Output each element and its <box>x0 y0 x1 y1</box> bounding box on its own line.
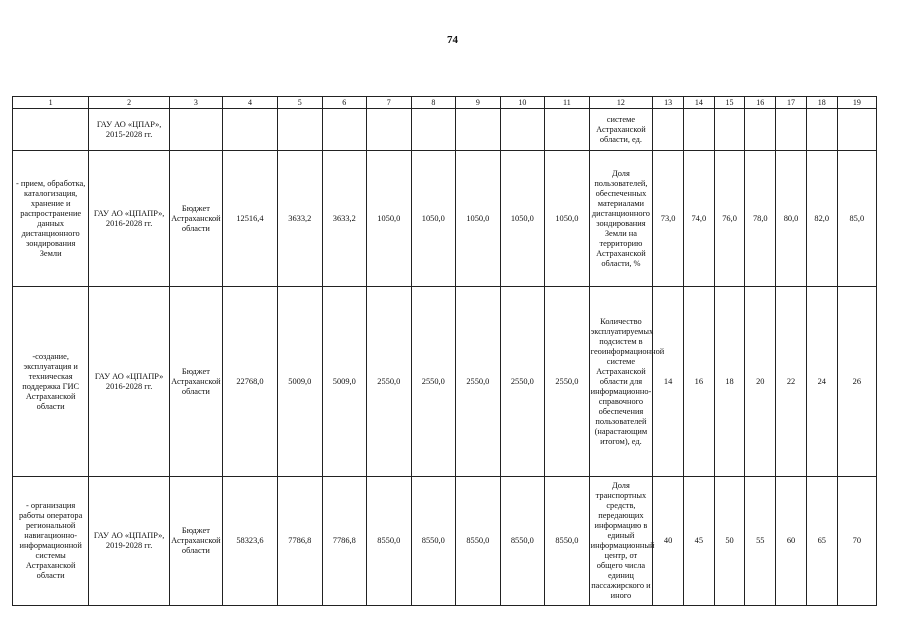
target-cell: 22 <box>776 287 807 477</box>
indicator-cell: Количество эксплуатируемых подсистем в геоинформационной системе Астраханской области для информационно-справочного обеспечения пользователей (нарастающим итогом), ед. <box>589 287 653 477</box>
table-row <box>13 109 877 151</box>
amount-cell <box>500 109 545 151</box>
indicator-cell: системе Астраханской области, ед. <box>589 109 653 151</box>
target-cell <box>837 109 876 151</box>
amount-cell: 8550,0 <box>411 477 456 606</box>
funding-source-cell: Бюджет Астраханской области <box>169 151 222 287</box>
column-number: 9 <box>456 97 501 109</box>
target-cell: 78,0 <box>745 151 776 287</box>
amount-cell: 3633,2 <box>322 151 367 287</box>
target-cell <box>653 109 684 151</box>
amount-cell: 22768,0 <box>222 287 277 477</box>
amount-cell <box>367 109 412 151</box>
column-number-row <box>13 97 877 109</box>
target-cell: 85,0 <box>837 151 876 287</box>
amount-cell: 2550,0 <box>367 287 412 477</box>
indicator-cell: Доля пользователей, обеспеченных материалами дистанционного зондирования Земли на территорию Астраханской области, % <box>589 151 653 287</box>
target-cell: 20 <box>745 287 776 477</box>
executor-cell: ГАУ АО «ЦПАР», 2015-2028 гг. <box>89 109 170 151</box>
amount-cell: 5009,0 <box>322 287 367 477</box>
target-cell: 76,0 <box>714 151 745 287</box>
amount-cell: 8550,0 <box>545 477 590 606</box>
target-cell: 82,0 <box>806 151 837 287</box>
column-number: 18 <box>806 97 837 109</box>
indicator-cell: Доля транспортных средств, передающих информацию в единый информационный центр, от общего числа единиц пассажирского и иного <box>589 477 653 606</box>
amount-cell: 58323,6 <box>222 477 277 606</box>
column-number: 5 <box>278 97 323 109</box>
column-number: 2 <box>89 97 170 109</box>
amount-cell <box>322 109 367 151</box>
column-number: 15 <box>714 97 745 109</box>
executor-cell: ГАУ АО «ЦПАПР», 2016-2028 гг. <box>89 151 170 287</box>
column-number: 8 <box>411 97 456 109</box>
column-number: 17 <box>776 97 807 109</box>
executor-cell: ГАУ АО «ЦПАПР», 2019-2028 гг. <box>89 477 170 606</box>
target-cell <box>806 109 837 151</box>
target-cell: 50 <box>714 477 745 606</box>
amount-cell: 1050,0 <box>456 151 501 287</box>
amount-cell: 1050,0 <box>367 151 412 287</box>
funding-source-cell: Бюджет Астраханской области <box>169 287 222 477</box>
activity-cell: -создание, эксплуатация и техническая поддержка ГИС Астраханской области <box>13 287 89 477</box>
activity-cell <box>13 109 89 151</box>
column-number: 7 <box>367 97 412 109</box>
target-cell: 16 <box>683 287 714 477</box>
table-row <box>13 287 877 477</box>
amount-cell <box>545 109 590 151</box>
amount-cell <box>456 109 501 151</box>
amount-cell: 7786,8 <box>322 477 367 606</box>
column-number: 19 <box>837 97 876 109</box>
target-cell: 60 <box>776 477 807 606</box>
activity-cell: - организация работы оператора региональной навигационно-информационной системы Астраханской области <box>13 477 89 606</box>
table-row <box>13 151 877 287</box>
target-cell: 80,0 <box>776 151 807 287</box>
amount-cell: 12516,4 <box>222 151 277 287</box>
amount-cell: 3633,2 <box>278 151 323 287</box>
amount-cell: 1050,0 <box>500 151 545 287</box>
amount-cell: 2550,0 <box>411 287 456 477</box>
target-cell: 40 <box>653 477 684 606</box>
amount-cell: 5009,0 <box>278 287 323 477</box>
target-cell <box>776 109 807 151</box>
amount-cell: 2550,0 <box>456 287 501 477</box>
amount-cell: 2550,0 <box>545 287 590 477</box>
target-cell: 14 <box>653 287 684 477</box>
column-number: 6 <box>322 97 367 109</box>
program-table <box>12 96 877 606</box>
amount-cell: 8550,0 <box>500 477 545 606</box>
column-number: 10 <box>500 97 545 109</box>
amount-cell: 7786,8 <box>278 477 323 606</box>
amount-cell: 8550,0 <box>456 477 501 606</box>
target-cell: 45 <box>683 477 714 606</box>
target-cell: 74,0 <box>683 151 714 287</box>
column-number: 1 <box>13 97 89 109</box>
amount-cell: 1050,0 <box>411 151 456 287</box>
target-cell <box>714 109 745 151</box>
amount-cell <box>222 109 277 151</box>
column-number: 4 <box>222 97 277 109</box>
target-cell: 73,0 <box>653 151 684 287</box>
column-number: 3 <box>169 97 222 109</box>
column-number: 16 <box>745 97 776 109</box>
executor-cell: ГАУ АО «ЦПАПР» 2016-2028 гг. <box>89 287 170 477</box>
target-cell: 24 <box>806 287 837 477</box>
column-number: 11 <box>545 97 590 109</box>
target-cell: 70 <box>837 477 876 606</box>
amount-cell: 8550,0 <box>367 477 412 606</box>
column-number: 13 <box>653 97 684 109</box>
table-row <box>13 477 877 606</box>
funding-source-cell <box>169 109 222 151</box>
target-cell: 65 <box>806 477 837 606</box>
amount-cell: 2550,0 <box>500 287 545 477</box>
column-number: 12 <box>589 97 653 109</box>
amount-cell: 1050,0 <box>545 151 590 287</box>
funding-source-cell: Бюджет Астраханской области <box>169 477 222 606</box>
amount-cell <box>278 109 323 151</box>
target-cell <box>683 109 714 151</box>
target-cell <box>745 109 776 151</box>
page-number: 74 <box>447 34 458 46</box>
target-cell: 18 <box>714 287 745 477</box>
target-cell: 26 <box>837 287 876 477</box>
amount-cell <box>411 109 456 151</box>
activity-cell: - прием, обработка, каталогизация, хранение и распространение данных дистанционного зондирования Земли <box>13 151 89 287</box>
target-cell: 55 <box>745 477 776 606</box>
column-number: 14 <box>683 97 714 109</box>
